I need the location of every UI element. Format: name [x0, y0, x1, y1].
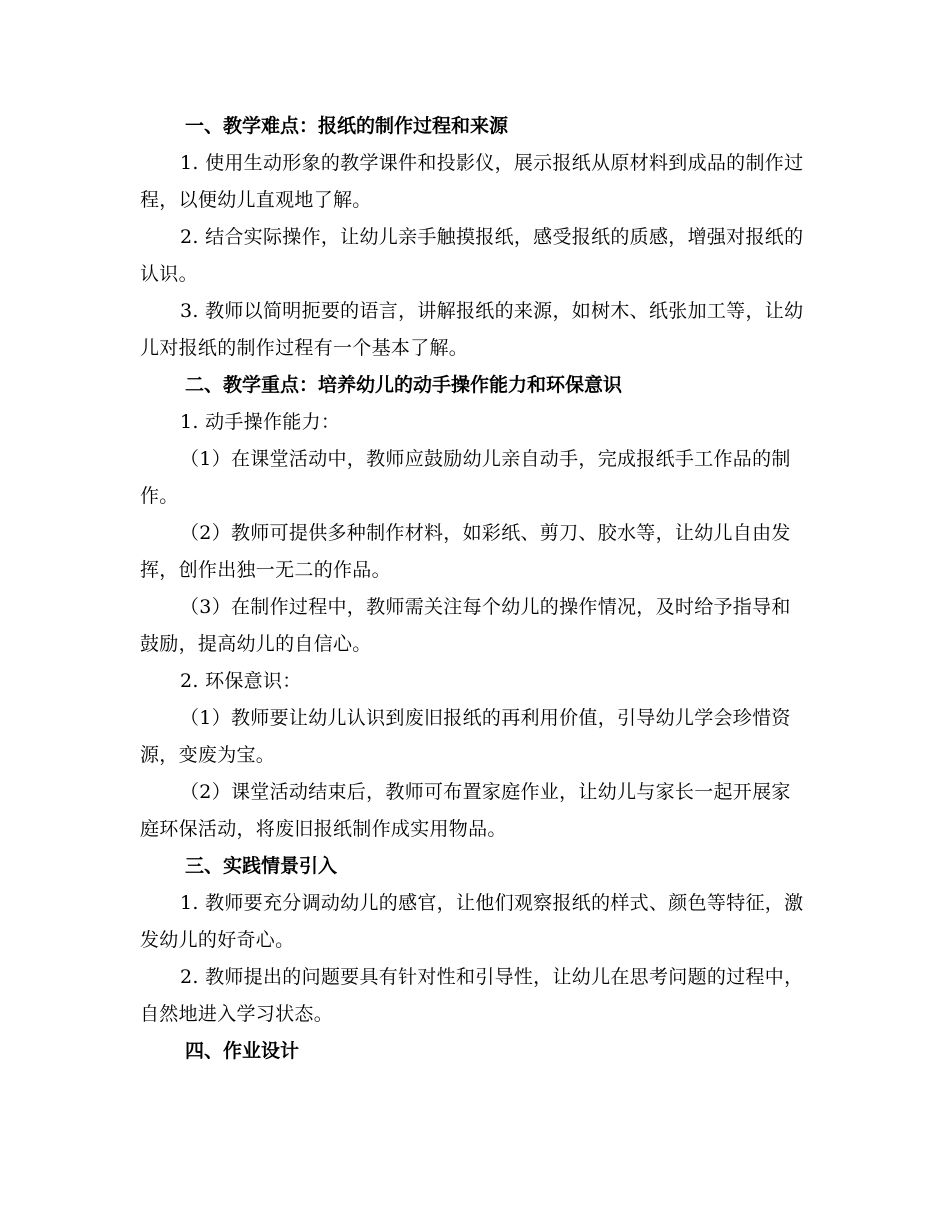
paragraph: 1. 教师要充分调动幼儿的感官，让他们观察报纸的样式、颜色等特征，激发幼儿的好奇心。 — [140, 892, 804, 951]
section-heading-3: 三、实践情景引入 — [185, 855, 338, 877]
paragraph: 3. 教师以简明扼要的语言，讲解报纸的来源，如树木、纸张加工等，让幼儿对报纸的制作过程有一个基本了解。 — [140, 300, 804, 359]
section-heading-1: 一、教学难点：报纸的制作过程和来源 — [185, 115, 509, 137]
paragraph: （1）教师要让幼儿认识到废旧报纸的再利用价值，引导幼儿学会珍惜资源，变废为宝。 — [140, 707, 791, 766]
paragraph: （1）在课堂活动中，教师应鼓励幼儿亲自动手，完成报纸手工作品的制作。 — [140, 448, 791, 507]
paragraph: 1. 使用生动形象的教学课件和投影仪，展示报纸从原材料到成品的制作过程，以便幼儿直观地了解。 — [140, 152, 804, 211]
paragraph: 2. 教师提出的问题要具有针对性和引导性，让幼儿在思考问题的过程中，自然地进入学习状态。 — [140, 966, 804, 1025]
paragraph: （2）教师可提供多种制作材料，如彩纸、剪刀、胶水等，让幼儿自由发挥，创作出独一无二的作品。 — [140, 522, 791, 581]
paragraph: 2. 结合实际操作，让幼儿亲手触摸报纸，感受报纸的质感，增强对报纸的认识。 — [140, 226, 804, 285]
paragraph: 1. 动手操作能力： — [180, 411, 341, 433]
paragraph: （3）在制作过程中，教师需关注每个幼儿的操作情况，及时给予指导和鼓励，提高幼儿的自信心。 — [140, 596, 791, 655]
section-heading-2: 二、教学重点：培养幼儿的动手操作能力和环保意识 — [185, 374, 623, 396]
section-heading-4: 四、作业设计 — [185, 1040, 300, 1062]
document-body — [140, 108, 805, 1070]
paragraph: 2. 环保意识： — [180, 670, 302, 692]
paragraph: （2）课堂活动结束后，教师可布置家庭作业，让幼儿与家长一起开展家庭环保活动，将废旧报纸制作成实用物品。 — [140, 781, 791, 840]
